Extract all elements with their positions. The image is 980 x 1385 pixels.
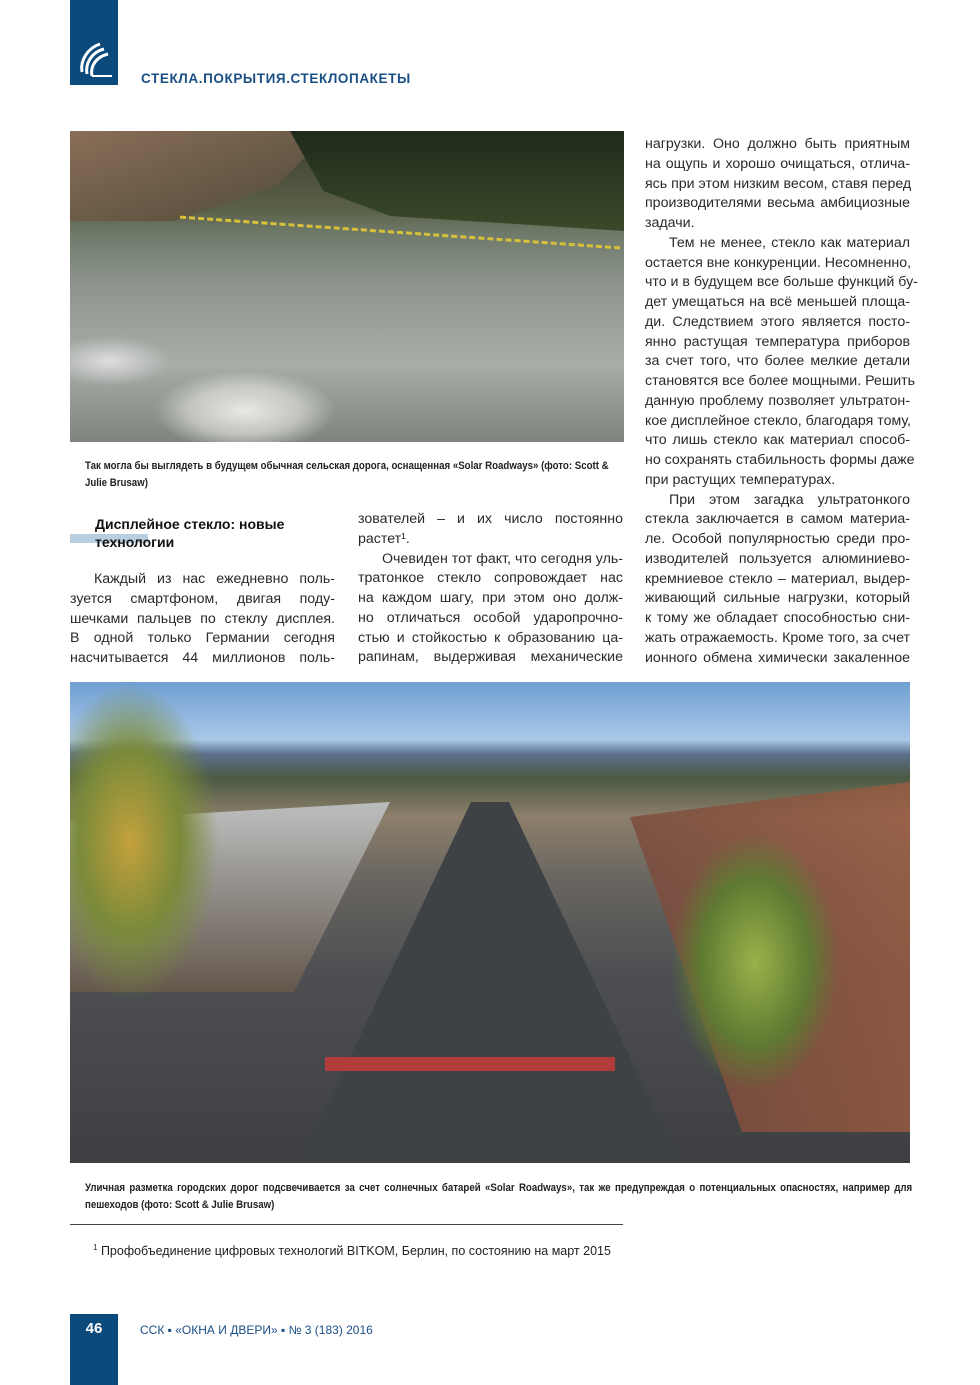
paragraph-line: нагрузки. Оно должно быть приятным bbox=[645, 136, 910, 152]
paragraph-line: Каждый из нас ежедневно поль- bbox=[94, 571, 335, 587]
paragraph-line: При этом загадка ультратонкого bbox=[669, 491, 910, 508]
paragraph-line: живающий сильные нагрузки, который bbox=[645, 590, 910, 607]
text-column-2 bbox=[358, 510, 623, 668]
paragraph-line: что и в будущем все больше функций бу- bbox=[645, 274, 918, 291]
paragraph-line: за счет того, что более мелкие детали bbox=[645, 353, 910, 370]
footnote-divider bbox=[70, 1224, 623, 1225]
paragraph-line: зуется смартфоном, двигая поду- bbox=[70, 590, 335, 607]
paragraph-line: стью и стойкостью к образованию ца- bbox=[358, 629, 623, 646]
paragraph-line: жать отражаемость. Кроме того, за счет bbox=[645, 629, 910, 646]
paragraph-line: тратонкое стекло сопровождает нас bbox=[358, 570, 623, 587]
solar-road-rural-photo bbox=[70, 131, 624, 442]
paragraph-line: становятся все более мощными. Решить bbox=[645, 373, 916, 389]
paragraph-line: изводителей пользуется алюминиево- bbox=[645, 550, 910, 567]
paragraph-line: ле. Особой популярностью среди про- bbox=[645, 531, 910, 547]
paragraph-line: зователей – и их число постоянно bbox=[358, 511, 623, 527]
paragraph-line: но сохранять стабильность формы даже bbox=[645, 452, 915, 468]
paragraph-line: при растущих температурах. bbox=[645, 471, 836, 488]
footnote-text: Профобъединение цифровых технологий BITKOM, Берлин, по состоянию на март 2015 bbox=[100, 1244, 611, 1259]
article-subheading: Дисплейное стекло: новые технологии bbox=[95, 516, 285, 550]
footnote-mark: 1 bbox=[93, 1243, 98, 1252]
text-column-3 bbox=[645, 135, 918, 668]
paragraph-line: ди. Следствием этого является посто- bbox=[645, 313, 910, 330]
paragraph-line: данную проблему позволяет ультратон- bbox=[645, 392, 910, 409]
photo-caption: Уличная разметка городских дорог подсвечивается за счет солнечных батарей «Solar Roadways», так же предупреждая о потенциальных опасностях, например для пешеходов (фото: Scott & Julie Brusaw) bbox=[85, 1182, 913, 1211]
paragraph-line: производителями весьма амбициозные bbox=[645, 195, 910, 212]
publication-info: ССК ▪ «ОКНА И ДВЕРИ» ▪ № 3 (183) 2016 bbox=[140, 1323, 373, 1337]
paragraph-line: Тем не менее, стекло как материал bbox=[669, 234, 910, 251]
paragraph-line: В одной только Германии сегодня bbox=[70, 630, 335, 647]
paragraph-line: что лишь стекло как материал способ- bbox=[645, 432, 910, 449]
glass-wave-logo-icon bbox=[74, 38, 116, 80]
paragraph-line: Очевиден тот факт, что сегодня уль- bbox=[382, 550, 623, 567]
footnote bbox=[93, 1243, 611, 1258]
paragraph-line: ясь при этом низким весом, ставя перед bbox=[645, 175, 912, 192]
paragraph-line: но отличаться особой ударопрочно- bbox=[358, 609, 623, 626]
paragraph-line: рапинам, выдерживая механические bbox=[358, 649, 623, 666]
paragraph-line: насчитывается 44 миллионов поль- bbox=[70, 650, 335, 666]
paragraph-line: шечками пальцев по стеклу дисплея. bbox=[70, 610, 335, 627]
paragraph-line: ионного обмена химически закаленное bbox=[645, 649, 910, 666]
paragraph-line: кремниевое стекло – материал, выдер- bbox=[645, 570, 910, 587]
paragraph-line: остается вне конкуренции. Несомненно, bbox=[645, 254, 912, 271]
page-number: 46 bbox=[85, 1320, 103, 1337]
paragraph-line: на ощупь и хорошо очищаться, отлича- bbox=[645, 155, 910, 172]
section-title: СТЕКЛА.ПОКРЫТИЯ.СТЕКЛОПАКЕТЫ bbox=[141, 71, 411, 86]
paragraph-line: на каждом шагу, при этом оно долж- bbox=[358, 590, 623, 606]
paragraph-line: растет¹. bbox=[358, 530, 410, 547]
text-column-1 bbox=[70, 570, 335, 669]
paragraph-line: к тому же обладает способностью сни- bbox=[645, 610, 910, 626]
paragraph-line: стекла заключается в самом материа- bbox=[645, 511, 910, 528]
paragraph-line: кое дисплейное стекло, благодаря тому, bbox=[645, 412, 911, 429]
paragraph-line: задачи. bbox=[645, 215, 695, 231]
paragraph-line: дет умещаться на всё меньшей площа- bbox=[645, 294, 910, 310]
solar-road-street-photo bbox=[70, 682, 910, 1163]
paragraph-line: янно растущая температура приборов bbox=[645, 333, 910, 350]
photo-caption: Так могла бы выглядеть в будущем обычная сельская дорога, оснащенная «Solar Roadways» (фото: Scott & Julie Brusaw) bbox=[85, 460, 609, 489]
